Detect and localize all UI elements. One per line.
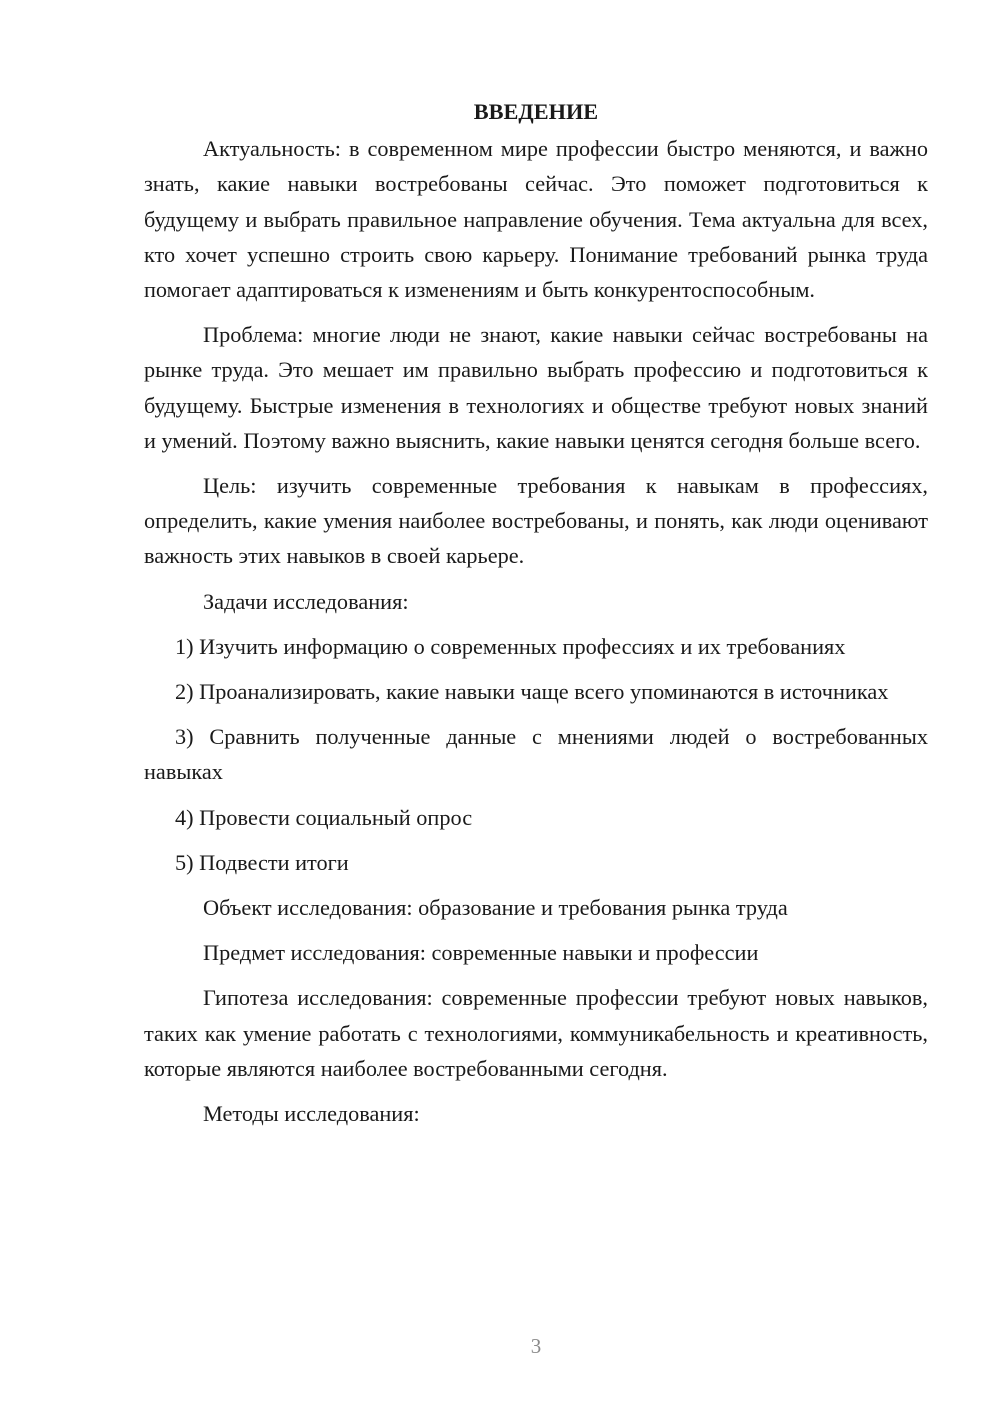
task-item-1: 1) Изучить информацию о современных профессиях и их требованиях bbox=[175, 633, 846, 659]
problem-paragraph: Проблема: многие люди не знают, какие навыки сейчас востребованы на рынке труда. Это мешает им правильно выбрать профессию и подготовиться к будущему. Быстрые изменения в технологиях и обществе требуют новых знаний и умений. Поэтому важно выяснить, какие навыки ценятся сегодня больше всего. bbox=[144, 322, 928, 453]
subject-paragraph: Предмет исследования: современные навыки и профессии bbox=[203, 940, 759, 966]
task-item-5: 5) Подвести итоги bbox=[175, 849, 349, 875]
hypothesis-paragraph: Гипотеза исследования: современные профессии требуют новых навыков, таких как умение работать с технологиями, коммуникабельность и креативность, которые являются наиболее востребованными сегодня. bbox=[144, 985, 928, 1081]
object-paragraph: Объект исследования: образование и требования рынка труда bbox=[203, 895, 788, 921]
task-item-3: 3) Сравнить полученные данные с мнениями людей о востребованных навыках bbox=[144, 724, 928, 785]
methods-title: Методы исследования: bbox=[203, 1101, 420, 1127]
tasks-title: Задачи исследования: bbox=[203, 588, 409, 614]
relevance-paragraph: Актуальность: в современном мире профессии быстро меняются, и важно знать, какие навыки востребованы сейчас. Это поможет подготовиться к будущему и выбрать правильное направление обучения. Тема актуальна для всех, кто хочет успешно строить свою карьеру. Понимание требований рынка труда помогает адаптироваться к изменениям и быть конкурентоспособным. bbox=[144, 136, 928, 303]
task-item-2: 2) Проанализировать, какие навыки чаще всего упоминаются в источниках bbox=[175, 679, 889, 705]
section-heading: ВВЕДЕНИЕ bbox=[473, 99, 599, 124]
goal-paragraph: Цель: изучить современные требования к навыкам в профессиях, определить, какие умения наиболее востребованы, и понять, как люди оценивают важность этих навыков в своей карьере. bbox=[144, 473, 928, 569]
page-content bbox=[144, 94, 928, 1141]
page-number: 3 bbox=[530, 1334, 542, 1358]
task-item-4: 4) Провести социальный опрос bbox=[175, 804, 473, 830]
